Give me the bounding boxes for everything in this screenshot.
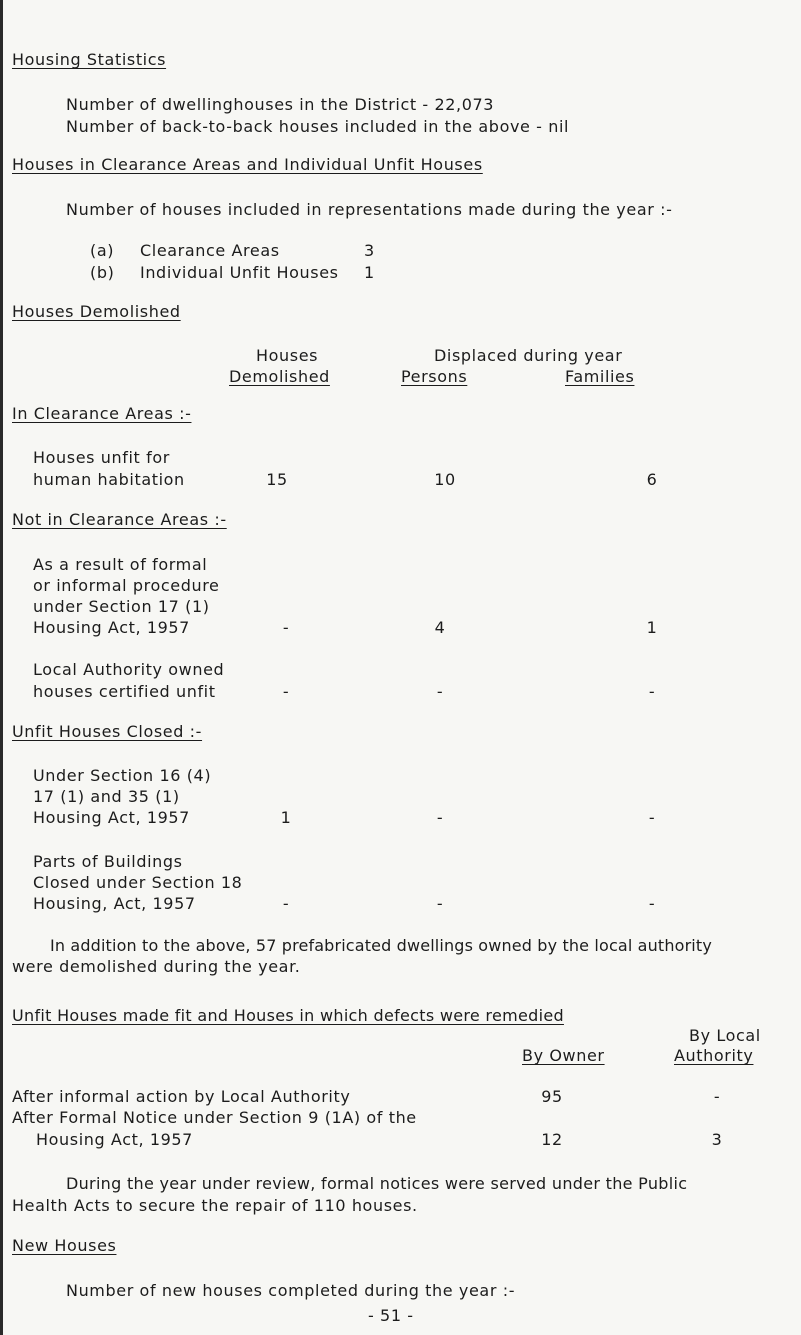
row3-families: - — [648, 682, 656, 701]
back-to-back-count: Number of back-to-back houses included in the above - nil — [66, 117, 570, 136]
col-by-local: By Local — [689, 1026, 761, 1045]
col-by-owner: By Owner — [522, 1046, 605, 1065]
row1-persons: 10 — [434, 470, 456, 489]
section-closed: Unfit Houses Closed :- — [12, 722, 203, 741]
row2-houses: - — [282, 618, 290, 637]
scan-edge — [0, 0, 3, 1335]
dwellings-count: Number of dwellinghouses in the District - 22,073 — [66, 95, 495, 114]
remedied-row2-la: 3 — [711, 1130, 723, 1149]
row4-families: - — [648, 808, 656, 827]
new-houses-line: Number of new houses completed during the year :- — [66, 1281, 516, 1300]
row5-line3: Housing, Act, 1957 — [33, 894, 196, 913]
notices-line1: During the year under review, formal notices were served under the Public — [66, 1174, 688, 1193]
row2-line1: As a result of formal — [33, 555, 208, 574]
row4-line2: 17 (1) and 35 (1) — [33, 787, 180, 806]
item-b-label: Individual Unfit Houses — [140, 263, 339, 282]
remedied-row2-owner: 12 — [541, 1130, 563, 1149]
row2-line3: under Section 17 (1) — [33, 597, 210, 616]
page-title: Housing Statistics — [12, 50, 167, 69]
prefab-line2: were demolished during the year. — [12, 957, 301, 976]
col-families: Families — [565, 367, 635, 386]
section-in-clearance: In Clearance Areas :- — [12, 404, 192, 423]
col-houses-line2: Demolished — [229, 367, 330, 386]
row4-line3: Housing Act, 1957 — [33, 808, 190, 827]
item-a-value: 3 — [364, 241, 375, 260]
notices-line2: Health Acts to secure the repair of 110 houses. — [12, 1196, 418, 1215]
row1-line2: human habitation — [33, 470, 185, 489]
col-persons: Persons — [401, 367, 468, 386]
row1-line1: Houses unfit for — [33, 448, 170, 467]
remedied-row1-owner: 95 — [541, 1087, 563, 1106]
remedied-row2-label2: Housing Act, 1957 — [36, 1130, 193, 1149]
row1-houses: 15 — [266, 470, 288, 489]
item-b-letter: (b) — [90, 263, 115, 282]
row4-persons: - — [436, 808, 444, 827]
clearance-heading: Houses in Clearance Areas and Individual Unfit Houses — [12, 155, 483, 174]
section-not-clearance: Not in Clearance Areas :- — [12, 510, 227, 529]
row3-houses: - — [282, 682, 290, 701]
row3-line1: Local Authority owned — [33, 660, 225, 679]
col-authority: Authority — [674, 1046, 754, 1065]
row2-line2: or informal procedure — [33, 576, 220, 595]
row3-persons: - — [436, 682, 444, 701]
new-houses-heading: New Houses — [12, 1236, 117, 1255]
page-number: - 51 - — [368, 1306, 414, 1325]
item-b-value: 1 — [364, 263, 375, 282]
remedied-row1-la: - — [713, 1087, 721, 1106]
demolished-heading: Houses Demolished — [12, 302, 181, 321]
row5-families: - — [648, 894, 656, 913]
representations-intro: Number of houses included in representations made during the year :- — [66, 200, 673, 219]
row3-line2: houses certified unfit — [33, 682, 216, 701]
col-houses-line1: Houses — [256, 346, 319, 365]
row5-line1: Parts of Buildings — [33, 852, 183, 871]
row2-line4: Housing Act, 1957 — [33, 618, 190, 637]
row2-families: 1 — [646, 618, 658, 637]
remedied-heading: Unfit Houses made fit and Houses in which defects were remedied — [12, 1006, 564, 1025]
item-a-label: Clearance Areas — [140, 241, 280, 260]
row5-persons: - — [436, 894, 444, 913]
row4-houses: 1 — [280, 808, 292, 827]
item-a-letter: (a) — [90, 241, 115, 260]
row5-houses: - — [282, 894, 290, 913]
row5-line2: Closed under Section 18 — [33, 873, 243, 892]
remedied-row1-label: After informal action by Local Authority — [12, 1087, 351, 1106]
prefab-line1: In addition to the above, 57 prefabricated dwellings owned by the local authority — [50, 936, 712, 955]
remedied-row2-label1: After Formal Notice under Section 9 (1A) of the — [12, 1108, 417, 1127]
row1-families: 6 — [646, 470, 658, 489]
col-displaced: Displaced during year — [434, 346, 623, 365]
row2-persons: 4 — [434, 618, 446, 637]
row4-line1: Under Section 16 (4) — [33, 766, 212, 785]
